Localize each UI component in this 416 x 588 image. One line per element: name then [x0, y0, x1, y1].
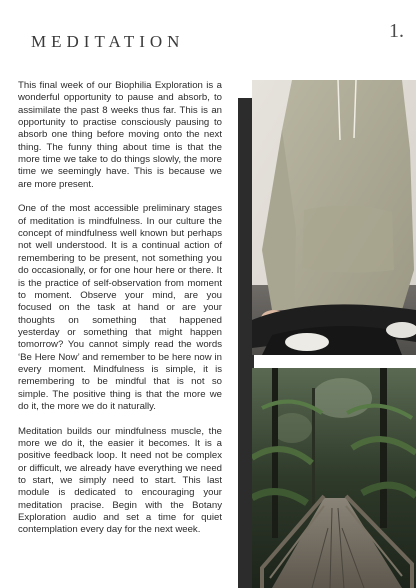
paragraph-meditation: Meditation builds our mindfulness muscle, the more we do it, the easier it becomes. It is a positive feedback loop. It need not be complex or difficult, we already have everything we need to start, we simply need to start. This last module is dedicated to encouraging your meditation pracise. Begin with the Botany Exploration audio and set a time for quiet contemplation every day for the next week. — [18, 425, 222, 536]
forest-boardwalk-photo — [252, 368, 416, 588]
meditation-photo — [252, 80, 416, 355]
page-number: 1. — [389, 20, 404, 42]
page-title: MEDITATION — [31, 32, 185, 51]
paragraph-mindfulness: One of the most accessible preliminary stages of meditation is mindfulness. In our culture the concept of mindfulness well known but perhaps not well understood. It is a continual action of remembering to be present, not something you do occasionally, or for one hour here or there. It is the practice of self-observation from moment to moment. Observe your mind, are you focused on the task at hand or are your thoughts on something that happened yesterday or something that might happen tomorrow? You cannot simply read the words ‘Be Here Now’ and remember to be here now in every moment. Mindfulness is simple, it is remembering to be mindful that is not so simple. The positive thing is that the more we do it, the more we do it naturally. — [18, 203, 222, 412]
article-body — [18, 80, 222, 537]
paragraph-intro: This final week of our Biophilia Exploration is a wonderful opportunity to pause and absorb, to assimilate the past 8 weeks thus far. This is an opportunity to practise consciously pausing to absorb one thing before moving onto the next thing. The funny thing about time is that the more time we take to do things slowly, the more time we seemingly have. This is because we are more present. — [18, 80, 222, 190]
